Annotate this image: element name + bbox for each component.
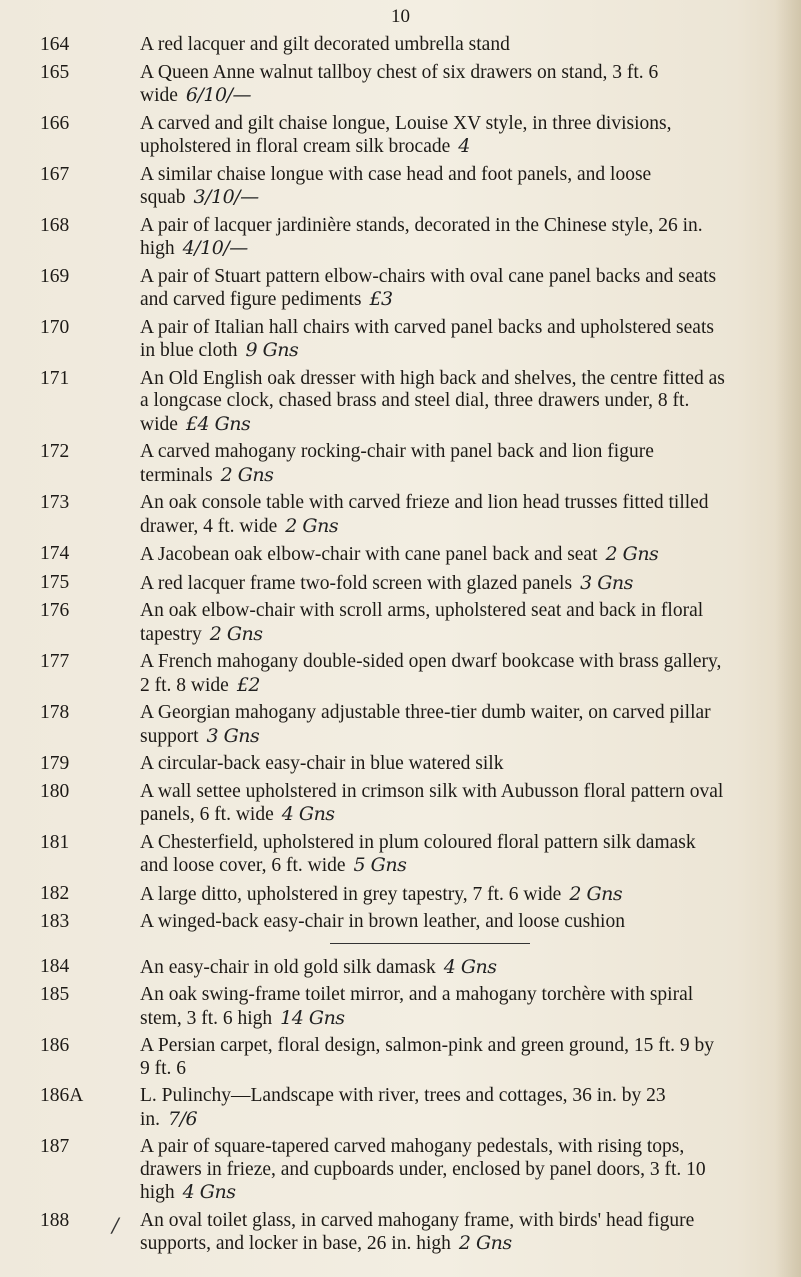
- lot-description: A carved mahogany rocking-chair with panel back and lion figure terminals: [140, 441, 654, 486]
- handwritten-price: 2 Gns: [605, 543, 659, 565]
- page-number: 10: [391, 6, 410, 27]
- lot-description: A carved and gilt chaise longue, Louise XV style, in three divisions, upholstered in floral cream silk brocade: [140, 112, 672, 157]
- lot-number: 186: [40, 1035, 70, 1056]
- handwritten-price: £2: [236, 673, 261, 696]
- section-divider: [330, 943, 530, 944]
- lot-description: A pair of square-tapered carved mahogany pedestals, with rising tops, drawers in frieze, and cupboards under, enclosed by panel doors, 3 ft. 10 high: [140, 1136, 706, 1203]
- lot-entry: [0, 651, 801, 697]
- handwritten-price: £4 Gns: [185, 412, 251, 435]
- lot-entry: [0, 368, 801, 437]
- lot-number: 181: [40, 831, 70, 853]
- handwritten-price: 4 Gns: [281, 803, 335, 825]
- lot-number: 169: [40, 265, 70, 287]
- lot-number: 168: [40, 214, 70, 236]
- lot-list: [0, 34, 801, 1261]
- lot-description: An oak swing-frame toilet mirror, and a mahogany torchère with spiral stem, 3 ft. 6 high: [140, 984, 694, 1029]
- lot-number: 188: [40, 1209, 70, 1231]
- lot-number: 167: [40, 163, 70, 185]
- lot-description: A Chesterfield, upholstered in plum coloured floral pattern silk damask and loose cover, 6 ft. wide: [140, 831, 696, 876]
- lot-number: 166: [40, 112, 70, 134]
- lot-entry: [0, 215, 801, 261]
- handwritten-price: 4 Gns: [443, 955, 497, 978]
- lot-number: 185: [40, 984, 70, 1005]
- handwritten-price: 9 Gns: [245, 339, 299, 361]
- lot-description: An oak elbow-chair with scroll arms, upholstered seat and back in floral tapestry: [140, 600, 704, 645]
- lot-number: 173: [40, 492, 70, 513]
- lot-entry: [0, 984, 801, 1030]
- handwritten-price: £3: [369, 288, 393, 310]
- handwritten-price: 3 Gns: [206, 724, 260, 747]
- lot-description: A Jacobean oak elbow-chair with cane panel back and seat: [140, 544, 598, 565]
- lot-number: 186A: [40, 1085, 84, 1106]
- pencil-tick-mark: /: [112, 1213, 119, 1237]
- lot-entry: [0, 1085, 801, 1131]
- lot-entry: [0, 266, 801, 312]
- lot-number: 164: [40, 34, 70, 55]
- lot-entry: [0, 113, 801, 159]
- lot-entry: [0, 441, 801, 487]
- lot-description: A Georgian mahogany adjustable three-tier dumb waiter, on carved pillar support: [140, 702, 711, 747]
- lot-description: A circular-back easy-chair in blue watered silk: [140, 753, 504, 774]
- lot-number: 187: [40, 1136, 70, 1157]
- lot-description: A pair of Stuart pattern elbow-chairs with oval cane panel backs and seats and carved figure pediments: [140, 265, 717, 310]
- handwritten-price: 4/10/—: [182, 237, 248, 259]
- lot-number: 178: [40, 702, 70, 723]
- lot-entry: [0, 883, 801, 907]
- handwritten-price: 14 Gns: [280, 1006, 345, 1029]
- lot-number: 177: [40, 651, 70, 672]
- lot-description: A similar chaise longue with case head and foot panels, and loose squab: [140, 163, 652, 208]
- lot-number: 175: [40, 571, 70, 593]
- lot-number: 179: [40, 753, 70, 774]
- lot-entry: [0, 317, 801, 363]
- handwritten-price: 2 Gns: [458, 1232, 512, 1254]
- handwritten-price: 2 Gns: [220, 463, 274, 486]
- lot-description: A red lacquer and gilt decorated umbrella stand: [140, 34, 510, 55]
- lot-description: A Queen Anne walnut tallboy chest of six drawers on stand, 3 ft. 6 wide: [140, 61, 659, 106]
- lot-number: 174: [40, 543, 70, 564]
- handwritten-price: 3/10/—: [193, 186, 259, 208]
- lot-entry: [0, 1210, 801, 1256]
- lot-description: A Persian carpet, floral design, salmon-pink and green ground, 15 ft. 9 by 9 ft. 6: [140, 1035, 715, 1079]
- lot-description: An Old English oak dresser with high back and shelves, the centre fitted as a longcase clock, chased brass and steel dial, three drawers under, 8 ft. wide: [140, 367, 725, 435]
- lot-description: A pair of lacquer jardinière stands, decorated in the Chinese style, 26 in. high: [140, 214, 703, 259]
- lot-number: 165: [40, 61, 70, 83]
- handwritten-price: 4 Gns: [182, 1181, 236, 1203]
- handwritten-price: 5 Gns: [353, 854, 407, 876]
- lot-entry: [0, 543, 801, 567]
- lot-entry: [0, 1136, 801, 1205]
- lot-description: An easy-chair in old gold silk damask: [140, 956, 436, 978]
- handwritten-price: 2 Gns: [285, 514, 339, 537]
- lot-number: 183: [40, 911, 70, 932]
- handwritten-price: 4: [458, 135, 470, 157]
- lot-entry: [0, 781, 801, 827]
- lot-entry: [0, 164, 801, 210]
- lot-number: 172: [40, 441, 70, 462]
- lot-entry: [0, 911, 801, 934]
- lot-description: An oak console table with carved frieze and lion head trusses fitted tilled drawer, 4 ft. wide: [140, 492, 709, 537]
- lot-entry: [0, 34, 801, 57]
- lot-entry: [0, 832, 801, 878]
- lot-description: A French mahogany double-sided open dwarf bookcase with brass gallery, 2 ft. 8 wide: [140, 651, 722, 696]
- lot-number: 180: [40, 780, 70, 802]
- lot-entry: [0, 1035, 801, 1080]
- handwritten-price: 2 Gns: [569, 882, 623, 905]
- lot-number: 182: [40, 882, 70, 904]
- handwritten-price: 6/10/—: [185, 84, 251, 106]
- lot-number: 176: [40, 600, 70, 621]
- lot-description: A pair of Italian hall chairs with carved panel backs and upholstered seats in blue cloth: [140, 316, 714, 361]
- lot-entry: [0, 62, 801, 108]
- handwritten-price: 7/6: [168, 1107, 198, 1130]
- lot-number: 184: [40, 955, 70, 977]
- handwritten-price: 2 Gns: [209, 622, 263, 645]
- lot-entry: [0, 702, 801, 748]
- lot-description: A large ditto, upholstered in grey tapestry, 7 ft. 6 wide: [140, 883, 562, 905]
- lot-entry: [0, 600, 801, 646]
- lot-entry: [0, 753, 801, 776]
- handwritten-price: 3 Gns: [580, 571, 633, 594]
- lot-entry: [0, 572, 801, 596]
- lot-description: A red lacquer frame two-fold screen with glazed panels: [140, 572, 573, 594]
- lot-entry: [0, 956, 801, 980]
- lot-description: An oval toilet glass, in carved mahogany frame, with birds' head figure supports, and locker in base, 26 in. high: [140, 1209, 695, 1254]
- lot-entry: [0, 492, 801, 538]
- lot-description: A wall settee upholstered in crimson silk with Aubusson floral pattern oval panels, 6 ft. wide: [140, 780, 724, 825]
- lot-number: 171: [40, 367, 70, 389]
- lot-description: L. Pulinchy—Landscape with river, trees and cottages, 36 in. by 23 in.: [140, 1085, 666, 1130]
- lot-description: A winged-back easy-chair in brown leather, and loose cushion: [140, 911, 625, 932]
- lot-number: 170: [40, 316, 70, 338]
